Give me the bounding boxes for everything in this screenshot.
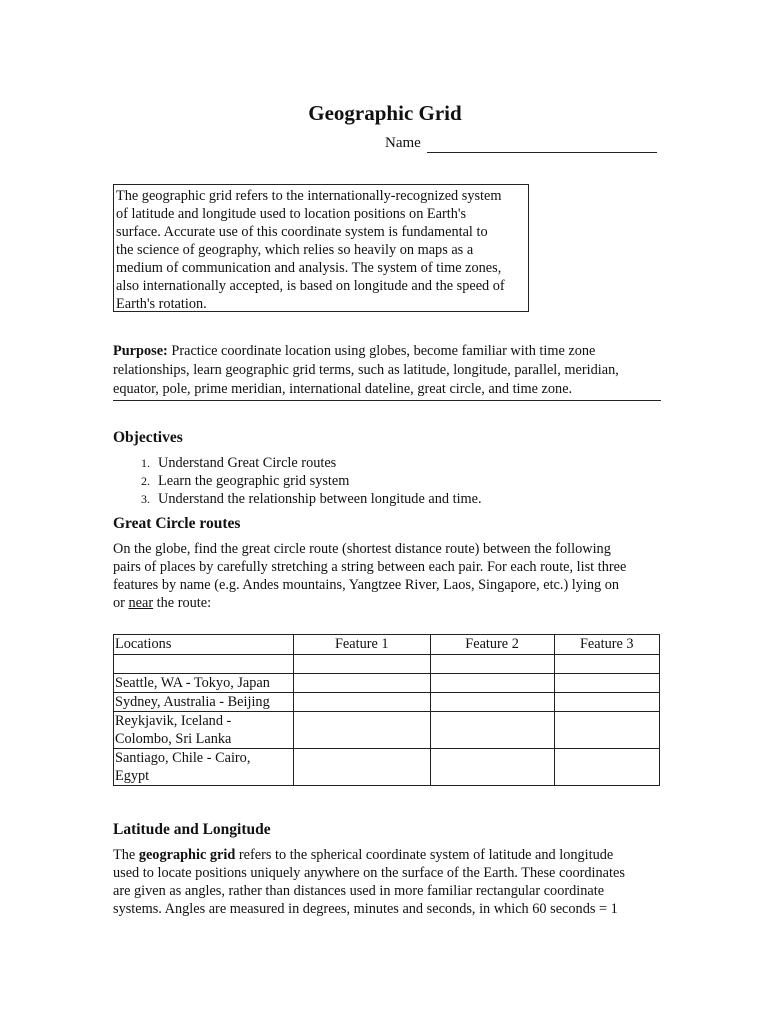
table-cell[interactable] bbox=[554, 655, 659, 674]
table-cell[interactable] bbox=[430, 693, 554, 712]
intro-line: surface. Accurate use of this coordinate system is fundamental to bbox=[116, 224, 488, 240]
latitude-longitude-heading: Latitude and Longitude bbox=[113, 821, 271, 838]
paragraph-line bbox=[113, 846, 661, 864]
paragraph-line: used to locate positions uniquely anywhere on the surface of the Earth. These coordinates bbox=[113, 865, 625, 881]
table-header-row bbox=[114, 635, 660, 655]
location-line: Santiago, Chile - Cairo, bbox=[115, 750, 251, 766]
latitude-longitude-paragraph bbox=[113, 846, 661, 918]
page-title: Geographic Grid bbox=[308, 101, 462, 125]
location-cell: Seattle, WA - Tokyo, Japan bbox=[114, 674, 294, 693]
location-cell bbox=[114, 712, 294, 749]
intro-line: Earth's rotation. bbox=[116, 296, 207, 312]
text-fragment: the route: bbox=[153, 595, 212, 611]
name-blank-line[interactable] bbox=[427, 136, 657, 153]
table-row bbox=[114, 693, 660, 712]
table-row bbox=[114, 655, 660, 674]
routes-table bbox=[113, 634, 660, 786]
column-header-feature-2: Feature 2 bbox=[430, 635, 554, 655]
list-number: 1. bbox=[141, 456, 150, 470]
table-cell[interactable] bbox=[293, 712, 430, 749]
table-cell[interactable] bbox=[430, 655, 554, 674]
column-header-feature-1: Feature 1 bbox=[293, 635, 430, 655]
purpose-line: Practice coordinate location using globes, become familiar with time zone bbox=[167, 343, 596, 359]
table-cell[interactable] bbox=[293, 674, 430, 693]
table-cell[interactable] bbox=[430, 712, 554, 749]
paragraph-line: pairs of places by carefully stretching a string between each pair. For each route, list three bbox=[113, 559, 627, 575]
list-number: 2. bbox=[141, 474, 150, 488]
paragraph-line: systems. Angles are measured in degrees, minutes and seconds, in which 60 seconds = 1 bbox=[113, 901, 618, 917]
great-circle-heading: Great Circle routes bbox=[113, 515, 241, 532]
table-row bbox=[114, 712, 660, 749]
list-number: 3. bbox=[141, 492, 150, 506]
location-cell: Sydney, Australia - Beijing bbox=[114, 693, 294, 712]
great-circle-paragraph bbox=[113, 540, 661, 612]
table-cell[interactable] bbox=[293, 749, 430, 786]
purpose-label: Purpose: bbox=[113, 343, 168, 359]
list-item bbox=[113, 454, 482, 472]
list-text: Understand Great Circle routes bbox=[158, 455, 337, 471]
list-item bbox=[113, 472, 482, 490]
column-header-locations: Locations bbox=[114, 635, 294, 655]
table-cell[interactable] bbox=[293, 655, 430, 674]
location-line: Colombo, Sri Lanka bbox=[115, 731, 232, 747]
table-cell[interactable] bbox=[114, 655, 294, 674]
name-field bbox=[385, 133, 657, 153]
objectives-list bbox=[113, 454, 482, 508]
table-cell[interactable] bbox=[554, 749, 659, 786]
list-item bbox=[113, 490, 482, 508]
paragraph-line bbox=[113, 594, 661, 612]
table-cell[interactable] bbox=[430, 674, 554, 693]
list-text: Understand the relationship between longitude and time. bbox=[158, 491, 482, 507]
intro-line: also internationally accepted, is based on longitude and the speed of bbox=[116, 278, 505, 294]
purpose-line: relationships, learn geographic grid terms, such as latitude, longitude, parallel, meridian, bbox=[113, 362, 619, 378]
objectives-heading: Objectives bbox=[113, 429, 183, 446]
paragraph-line: are given as angles, rather than distances used in more familiar rectangular coordinate bbox=[113, 883, 605, 899]
table-cell[interactable] bbox=[293, 693, 430, 712]
paragraph-line: On the globe, find the great circle route (shortest distance route) between the following bbox=[113, 541, 611, 557]
list-text: Learn the geographic grid system bbox=[158, 473, 350, 489]
intro-line: medium of communication and analysis. The system of time zones, bbox=[116, 260, 502, 276]
name-label: Name bbox=[385, 135, 421, 151]
bold-term: geographic grid bbox=[138, 847, 236, 863]
table-cell[interactable] bbox=[554, 674, 659, 693]
underlined-word: near bbox=[128, 595, 154, 611]
table-row bbox=[114, 749, 660, 786]
intro-line: the science of geography, which relies so heavily on maps as a bbox=[116, 242, 474, 258]
text-fragment: The bbox=[113, 847, 139, 863]
table-row bbox=[114, 674, 660, 693]
column-header-feature-3: Feature 3 bbox=[554, 635, 659, 655]
text-fragment: refers to the spherical coordinate system of latitude and longitude bbox=[235, 847, 614, 863]
location-line: Egypt bbox=[115, 768, 150, 784]
table-cell[interactable] bbox=[554, 712, 659, 749]
paragraph-line: features by name (e.g. Andes mountains, Yangtzee River, Laos, Singapore, etc.) lying on bbox=[113, 577, 620, 593]
location-line: Reykjavik, Iceland - bbox=[115, 713, 232, 729]
table-cell[interactable] bbox=[430, 749, 554, 786]
intro-line: of latitude and longitude used to location positions on Earth's bbox=[116, 206, 467, 222]
text-fragment: or bbox=[113, 595, 129, 611]
purpose-line: equator, pole, prime meridian, international dateline, great circle, and time zone. bbox=[113, 381, 573, 397]
intro-line: The geographic grid refers to the internationally-recognized system bbox=[116, 188, 502, 204]
purpose-paragraph bbox=[113, 342, 661, 401]
table-cell[interactable] bbox=[554, 693, 659, 712]
intro-box bbox=[113, 184, 529, 312]
location-cell bbox=[114, 749, 294, 786]
